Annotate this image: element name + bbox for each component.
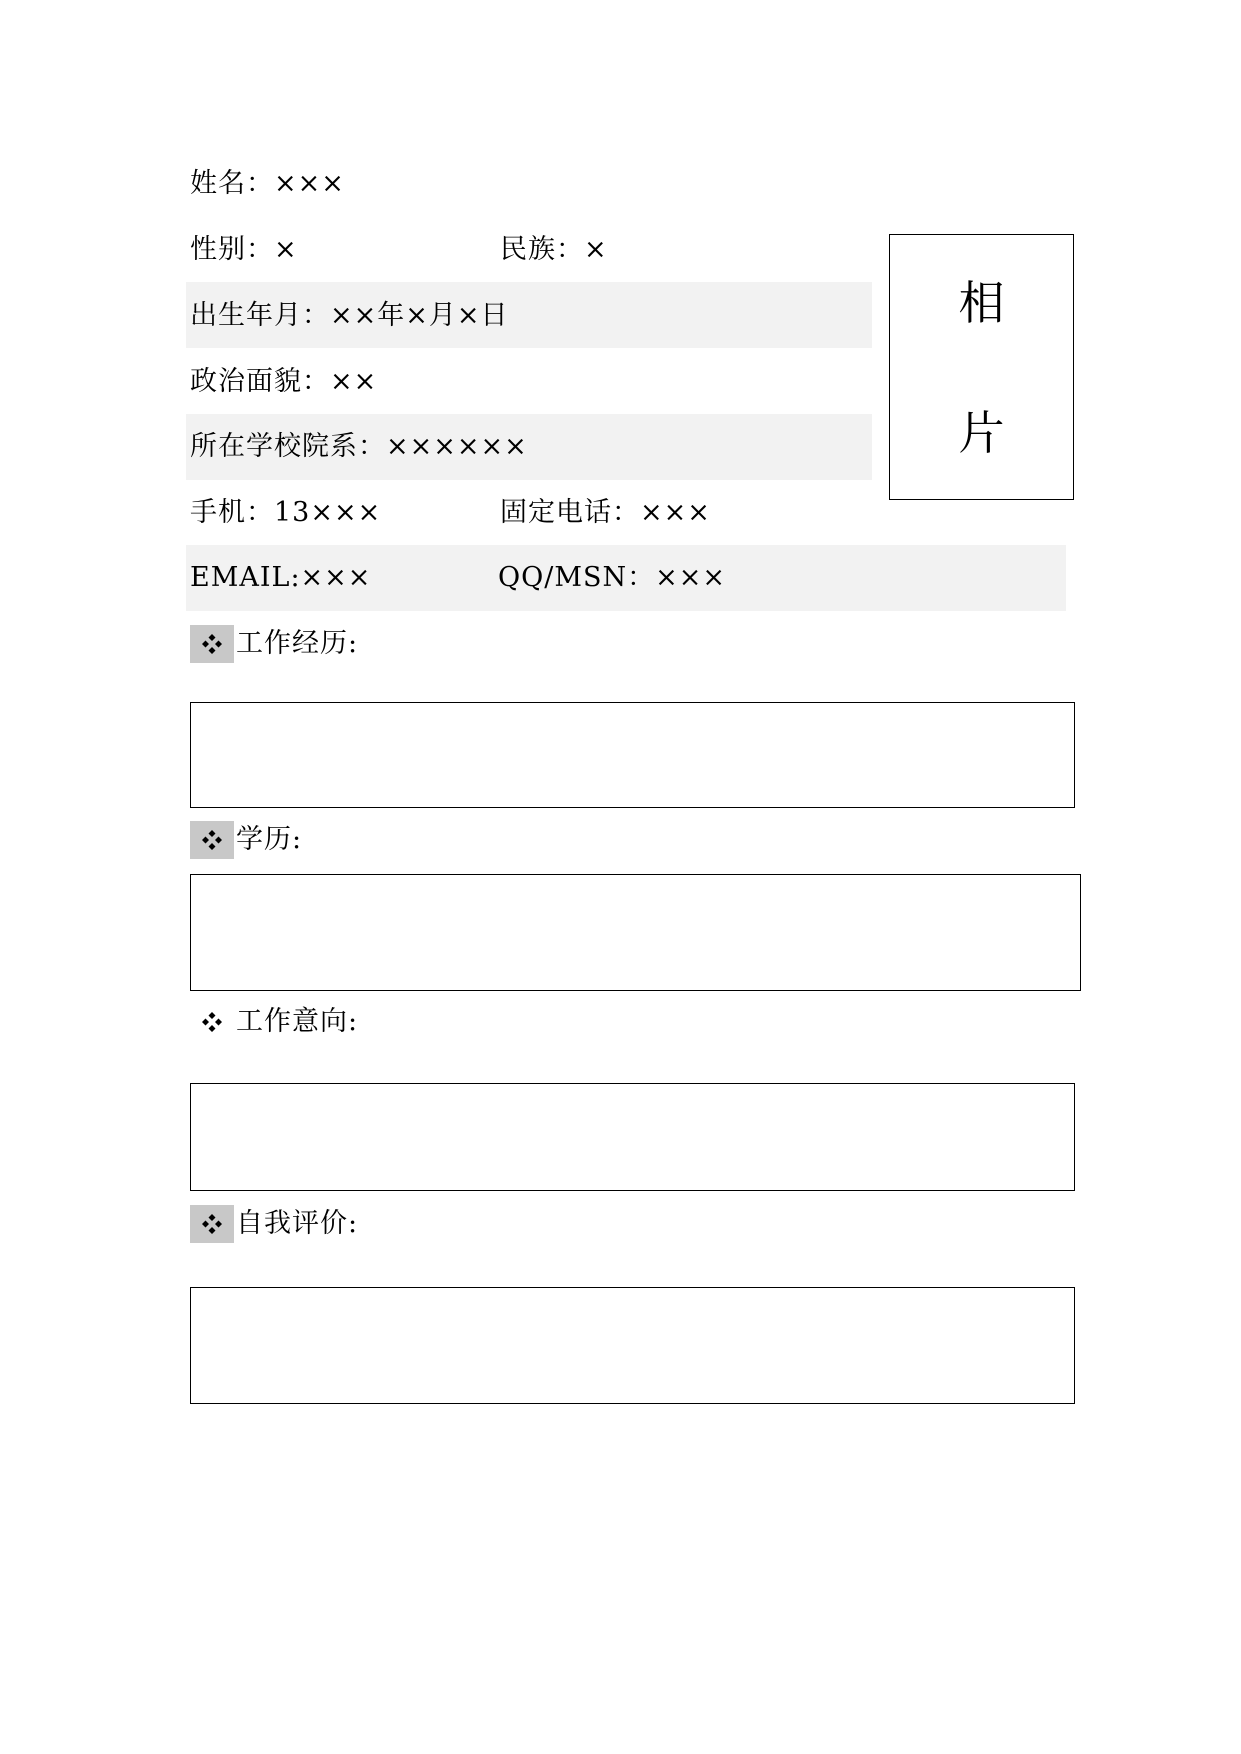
four-diamond-bullet-icon: [190, 1003, 234, 1041]
section-education: [190, 822, 302, 858]
work-experience-box[interactable]: [190, 702, 1075, 808]
name-field: 姓名：×××: [190, 168, 345, 199]
ethnicity-field: 民族：×: [500, 234, 608, 265]
school-field: 所在学校院系：××××××: [190, 431, 528, 462]
photo-char-2: 片: [958, 406, 1005, 460]
phone-field: 固定电话：×××: [500, 497, 711, 528]
section-label-education: 学历:: [236, 824, 303, 855]
self-evaluation-box[interactable]: [190, 1287, 1075, 1404]
photo-placeholder[interactable]: [889, 234, 1074, 500]
birth-field: 出生年月：××年×月×日: [190, 300, 509, 331]
four-diamond-bullet-icon: [190, 625, 234, 663]
section-job-intention: [190, 1004, 358, 1040]
qq-msn-field: QQ/MSN：×××: [498, 562, 727, 593]
gender-field: 性别：×: [190, 234, 298, 265]
section-label-work-experience: 工作经历:: [236, 628, 359, 659]
photo-char-1: 相: [958, 276, 1005, 330]
education-box[interactable]: [190, 874, 1081, 991]
section-label-job-intention: 工作意向:: [236, 1006, 359, 1037]
section-work-experience: [190, 626, 358, 662]
four-diamond-bullet-icon: [190, 1205, 234, 1243]
mobile-field: 手机：13×××: [190, 497, 382, 528]
email-field: EMAIL:×××: [190, 562, 372, 593]
section-self-evaluation: [190, 1206, 358, 1242]
job-intention-box[interactable]: [190, 1083, 1075, 1191]
four-diamond-bullet-icon: [190, 821, 234, 859]
section-label-self-evaluation: 自我评价:: [236, 1208, 359, 1239]
political-field: 政治面貌：××: [190, 366, 378, 397]
